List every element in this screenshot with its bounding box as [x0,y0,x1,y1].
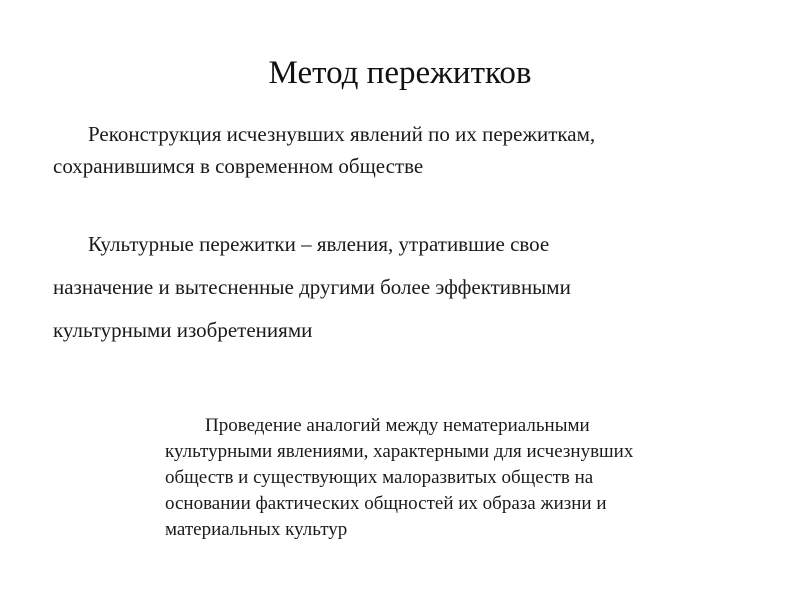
paragraph-line: Культурные пережитки – явления, утратившие свое [88,232,550,256]
slide-title: Метод пережитков [268,55,532,91]
paragraph-line: материальных культур [165,519,348,540]
paragraph-line: основании фактических общностей их образа жизни и [165,493,607,514]
paragraph-reconstruction [53,118,753,182]
paragraph-line: обществ и существующих малоразвитых обществ на [165,467,594,488]
paragraph-cultural-survivals [53,223,753,352]
paragraph-line: сохранившимся в современном обществе [53,154,424,178]
paragraph-line: Реконструкция исчезнувших явлений по их пережиткам, [88,122,596,146]
paragraph-line: Проведение аналогий между нематериальными [205,415,590,436]
paragraph-analogies [165,413,775,543]
paragraph-line: культурными явлениями, характерными для исчезнувших [165,441,634,462]
paragraph-line: назначение и вытесненные другими более эффективными [53,275,571,299]
paragraph-line: культурными изобретениями [53,318,313,342]
